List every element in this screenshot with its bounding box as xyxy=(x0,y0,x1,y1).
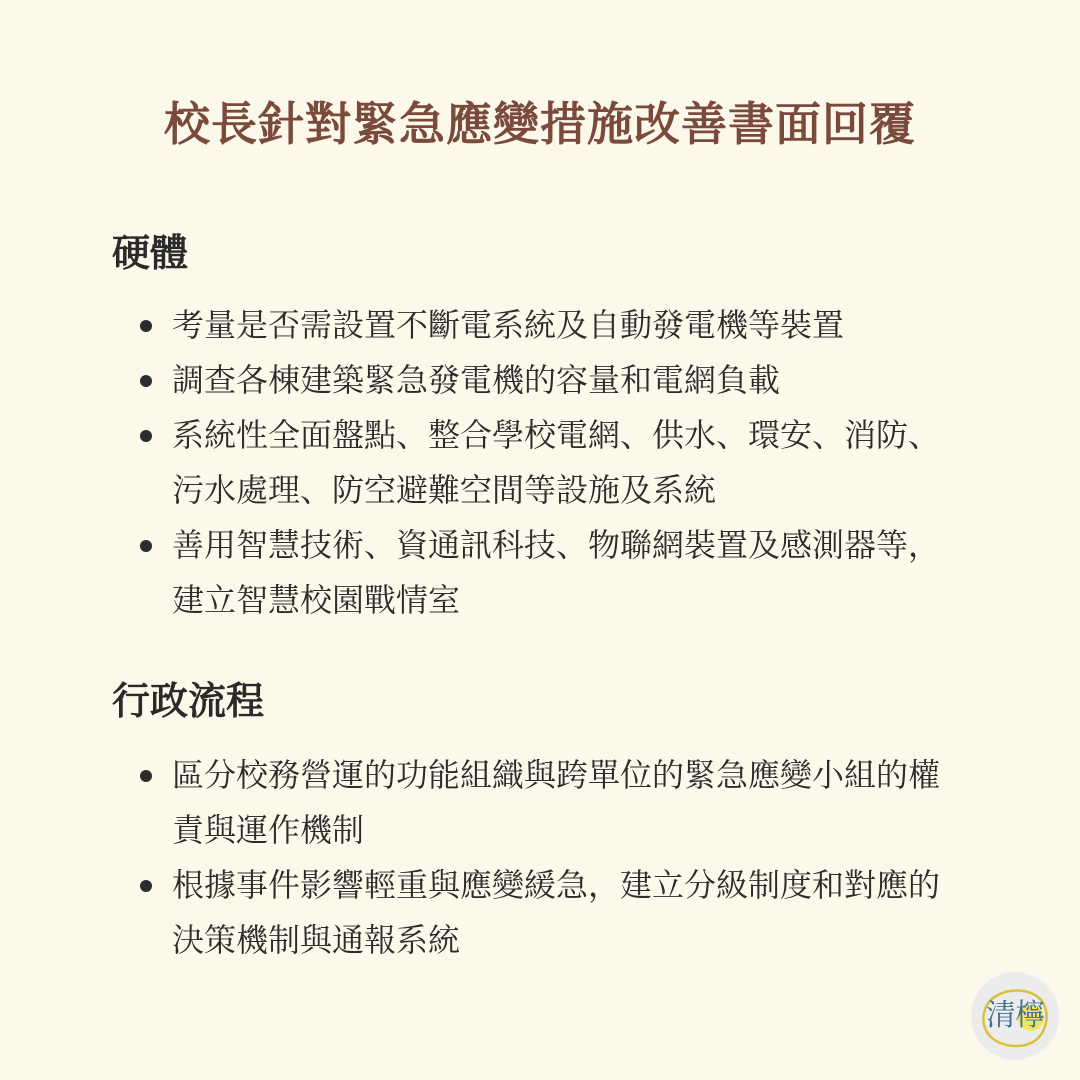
list-item-text: 區分校務營運的功能組織與跨單位的緊急應變小組的權責與運作機制 xyxy=(172,756,941,849)
bullet-dot-icon xyxy=(140,880,152,892)
list-item xyxy=(140,353,970,408)
bullet-dot-icon xyxy=(140,540,152,552)
hardware-list xyxy=(140,298,970,628)
bullet-dot-icon xyxy=(140,430,152,442)
section-heading-admin-process: 行政流程 xyxy=(112,679,265,723)
section-heading-hardware: 硬體 xyxy=(112,231,189,275)
bullet-dot-icon xyxy=(140,375,152,387)
list-item-text: 調查各棟建築緊急發電機的容量和電網負載 xyxy=(172,361,781,399)
bullet-dot-icon xyxy=(140,770,152,782)
brand-logo xyxy=(971,972,1059,1060)
list-item xyxy=(140,298,970,353)
list-item-text: 根據事件影響輕重與應變緩急，建立分級制度和對應的決策機制與通報系統 xyxy=(172,866,941,959)
logo-text: 清檸 xyxy=(986,998,1044,1033)
page-title: 校長針對緊急應變措施改善書面回覆 xyxy=(164,97,916,151)
list-item xyxy=(140,518,970,628)
list-item-text: 考量是否需設置不斷電系統及自動發電機等裝置 xyxy=(172,306,845,344)
list-item xyxy=(140,408,970,518)
admin-process-list xyxy=(140,748,970,968)
list-item xyxy=(140,858,970,968)
list-item-text: 善用智慧技術、資通訊科技、物聯網裝置及感測器等，建立智慧校園戰情室 xyxy=(172,526,941,619)
bullet-dot-icon xyxy=(140,320,152,332)
list-item xyxy=(140,748,970,858)
list-item-text: 系統性全面盤點、整合學校電網、供水、環安、消防、污水處理、防空避難空間等設施及系統 xyxy=(172,416,941,509)
